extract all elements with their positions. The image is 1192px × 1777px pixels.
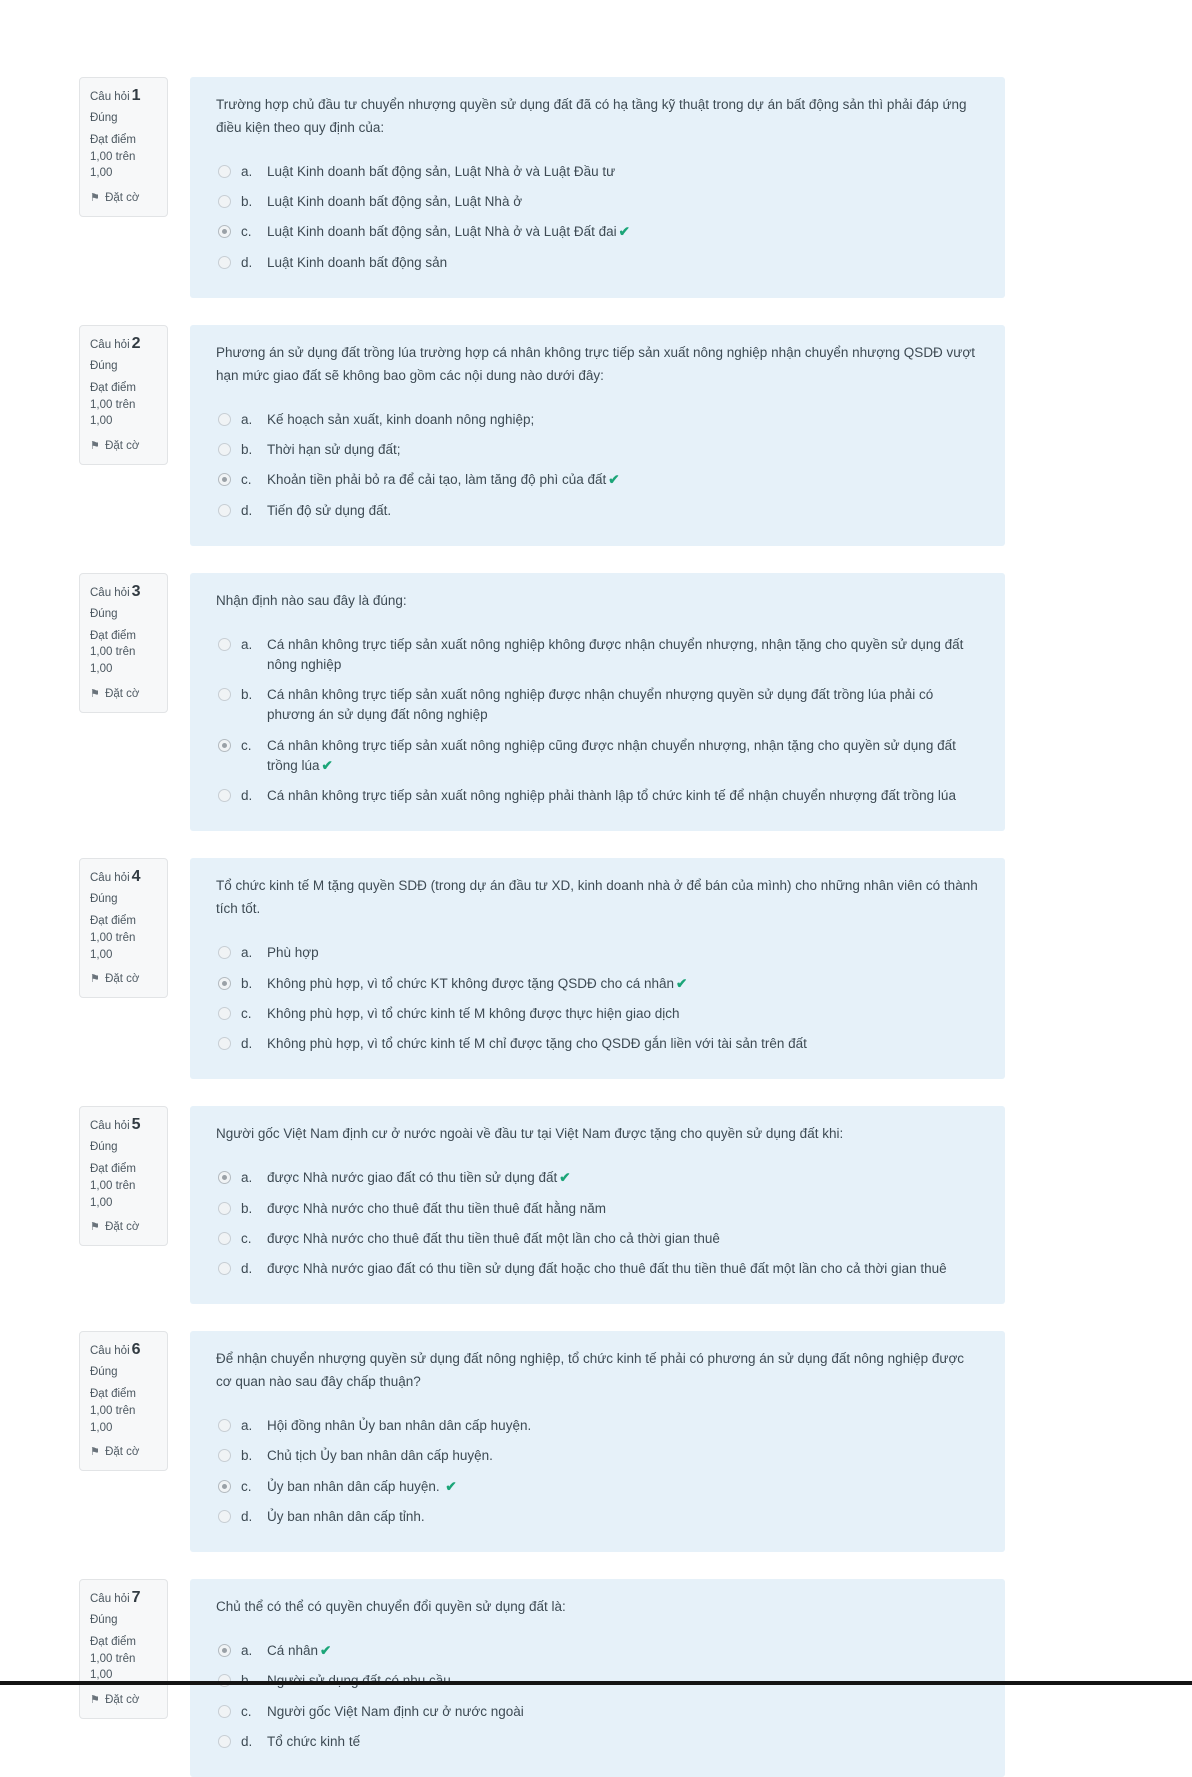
flag-icon: ⚑ [90,1446,100,1459]
answer-letter: c. [241,472,252,488]
radio-button[interactable] [218,1419,231,1432]
answer-text: Phù hợp [267,945,319,961]
answer-text: Tổ chức kinh tế [267,1733,361,1749]
answer-text-wrap [267,685,979,726]
answer-letter: a. [241,1170,253,1186]
answer-options [216,405,979,526]
question-info-box [79,325,168,465]
question-label: Câu hỏi [90,1345,130,1358]
question-number-row [90,1341,157,1359]
question-label: Câu hỏi [90,586,130,599]
question-info-box [79,1579,168,1719]
question-status: Đúng [90,1614,118,1627]
answer-option[interactable] [216,680,979,731]
answer-text: Cá nhân không trực tiếp sản xuất nông nghiệp cũng được nhận chuyển nhượng, nhận tặng cho quyền sử dụng đất trồng lúa [267,737,956,773]
question-number: 5 [131,1116,141,1134]
answer-text-wrap [267,1702,524,1722]
flag-icon: ⚑ [90,439,100,452]
radio-button[interactable] [218,688,231,701]
answer-text: Cá nhân không trực tiếp sản xuất nông nghiệp không được nhận chuyển nhượng, nhận tặng cho quyền sử dụng đất nông nghiệp [267,636,964,672]
question-text: Chủ thể có thể có quyền chuyển đổi quyền sử dụng đất là: [216,1599,566,1615]
answer-options [216,1636,979,1757]
question-info-box [79,573,168,713]
question-number-row [90,583,157,601]
flag-label: Đặt cờ [105,973,140,986]
answer-text-wrap [267,410,534,430]
answer-text: được Nhà nước cho thuê đất thu tiền thuê đất một lần cho cả thời gian thuê [267,1230,720,1246]
radio-button[interactable] [218,977,231,990]
answer-text: Người gốc Việt Nam định cư ở nước ngoài [267,1703,524,1719]
answer-letter: b. [241,1448,253,1464]
answer-text-wrap [267,943,319,963]
answer-option[interactable] [216,1224,979,1254]
answer-letter: c. [241,1703,252,1719]
answer-letter: d. [241,1508,253,1524]
flag-label: Đặt cờ [105,1221,140,1234]
answer-text-wrap [267,253,447,273]
answer-text: được Nhà nước giao đất có thu tiền sử dụng đất hoặc cho thuê đất thu tiền thuê đất một lần cho cả thời gian thuê [267,1261,947,1276]
answer-text: Luật Kinh doanh bất động sản, Luật Nhà ở [267,194,523,210]
question-info-box [79,858,168,998]
question-text: Nhận định nào sau đây là đúng: [216,592,407,608]
question-number: 2 [131,334,141,352]
bottom-edge-bar [0,1681,1192,1685]
answer-text-wrap [267,192,522,212]
answer-text-wrap [267,1004,680,1024]
answer-option[interactable] [216,1411,979,1441]
question-grade: Đạt điểm 1,00 trên 1,00 [90,1163,137,1209]
question-content-panel [190,858,1005,1079]
question-label: Câu hỏi [90,91,130,103]
answer-letter: b. [241,687,253,703]
answer-letter: c. [241,737,252,753]
answer-text: Chủ tịch Ủy ban nhân dân cấp huyện. [267,1448,493,1464]
flag-question-link[interactable] [90,1445,157,1458]
answer-options [216,938,979,1059]
answer-option[interactable] [216,1194,979,1224]
correct-check-icon: ✔ [676,975,688,991]
question-content-panel [190,573,1005,832]
radio-button[interactable] [218,739,231,752]
flag-question-link[interactable] [90,1220,157,1233]
flag-label: Đặt cờ [105,192,140,205]
question-block [79,858,1005,1079]
question-grade: Đạt điểm 1,00 trên 1,00 [90,1636,137,1682]
answer-text-wrap [267,1034,807,1054]
answer-option[interactable] [216,1441,979,1471]
radio-button[interactable] [218,413,231,426]
radio-button[interactable] [218,443,231,456]
answer-text-wrap [267,440,400,460]
answer-text-wrap [267,786,956,806]
question-number: 3 [131,582,141,600]
answer-text: Hội đồng nhân Ủy ban nhân dân cấp huyện. [267,1418,532,1434]
answer-letter: a. [241,411,253,427]
answer-text: Luật Kinh doanh bất động sản, Luật Nhà ở và Luật Đất đai [267,224,617,240]
answer-text: Không phù hợp, vì tổ chức KT không được tặng QSDĐ cho cá nhân [267,975,675,991]
radio-button[interactable] [218,1232,231,1245]
flag-icon: ⚑ [90,192,100,205]
question-info-box [79,77,168,217]
correct-check-icon: ✔ [321,757,333,773]
answer-options [216,157,979,278]
question-text: Để nhận chuyển nhượng quyền sử dụng đất nông nghiệp, tổ chức kinh tế phải có phương án sử dụng đất nông nghiệp được cơ quan nào sau đây chấp thuận? [216,1351,965,1390]
flag-question-link[interactable] [90,687,157,700]
answer-letter: a. [241,636,253,652]
answer-text: Luật Kinh doanh bất động sản, Luật Nhà ở và Luật Đầu tư [267,163,616,179]
question-number-row [90,868,157,886]
question-status: Đúng [90,112,118,124]
answer-option[interactable] [216,465,979,495]
radio-button[interactable] [218,473,231,486]
answer-option[interactable] [216,1502,979,1532]
answer-text-wrap [267,162,615,182]
flag-question-link[interactable] [90,191,157,204]
question-number-row [90,335,157,353]
flag-label: Đặt cờ [105,1694,140,1707]
answer-option[interactable] [216,217,979,247]
question-label: Câu hỏi [90,872,130,885]
answer-option[interactable] [216,999,979,1029]
answer-letter: d. [241,1733,253,1749]
answer-option[interactable] [216,969,979,999]
answer-text-wrap [267,736,979,777]
answer-letter: d. [241,1261,253,1276]
flag-icon: ⚑ [90,687,100,700]
answer-letter: a. [241,945,253,961]
correct-check-icon: ✔ [618,224,630,240]
answer-text: Ủy ban nhân dân cấp tỉnh. [267,1508,425,1524]
question-text: Trường hợp chủ đầu tư chuyển nhượng quyền sử dụng đất đã có hạ tầng kỹ thuật trong dự án bất động sản thì phải đáp ứng điều kiện theo quy định của: [216,97,967,135]
question-info-box [79,1106,168,1246]
radio-button[interactable] [218,1262,231,1275]
answer-text-wrap [267,635,979,676]
correct-check-icon: ✔ [445,1478,457,1494]
question-content-panel [190,1579,1005,1777]
answer-letter: c. [241,1230,252,1246]
answer-option[interactable] [216,405,979,435]
answer-option[interactable] [216,1697,979,1727]
radio-button[interactable] [218,1480,231,1493]
answer-letter: d. [241,502,253,518]
question-grade: Đạt điểm 1,00 trên 1,00 [90,629,137,676]
answer-option[interactable] [216,1163,979,1193]
answer-letter: c. [241,224,252,240]
flag-icon: ⚑ [90,1221,100,1234]
question-number-row [90,1589,157,1607]
answer-option[interactable] [216,435,979,465]
answer-option[interactable] [216,938,979,968]
flag-question-link[interactable] [90,439,157,452]
answer-letter: b. [241,1200,253,1216]
answer-text-wrap [267,1477,457,1497]
radio-button[interactable] [218,504,231,517]
answer-option[interactable] [216,1636,979,1666]
question-content-panel [190,325,1005,546]
answer-text-wrap [267,222,630,242]
question-status: Đúng [90,359,118,372]
question-grade: Đạt điểm 1,00 trên 1,00 [90,134,137,180]
radio-button[interactable] [218,789,231,802]
question-info-box [79,1331,168,1471]
radio-button[interactable] [218,256,231,269]
question-number: 7 [131,1589,141,1607]
question-block [79,77,1005,298]
answer-text: Khoản tiền phải bỏ ra để cải tạo, làm tăng độ phì của đất [267,472,607,488]
answer-letter: b. [241,194,253,210]
answer-text: được Nhà nước giao đất có thu tiền sử dụng đất [267,1170,558,1186]
flag-icon: ⚑ [90,973,100,986]
radio-button[interactable] [218,638,231,651]
answer-text: Kế hoạch sản xuất, kinh doanh nông nghiệp; [267,411,535,427]
question-grade: Đạt điểm 1,00 trên 1,00 [90,381,137,428]
flag-question-link[interactable] [90,1693,157,1706]
question-content-panel [190,1331,1005,1552]
radio-button[interactable] [218,1735,231,1748]
question-block [79,1579,1005,1777]
question-number: 4 [131,868,141,886]
flag-label: Đặt cờ [105,439,140,452]
answer-text-wrap [267,501,391,521]
question-content-panel [190,1106,1005,1304]
answer-option[interactable] [216,630,979,681]
answer-text: Thời hạn sử dụng đất; [267,442,401,457]
question-block [79,325,1005,546]
radio-button[interactable] [218,1644,231,1657]
question-block [79,1106,1005,1304]
answer-options [216,630,979,812]
question-status: Đúng [90,1141,118,1154]
answer-text: Cá nhân không trực tiếp sản xuất nông nghiệp phải thành lập tổ chức kinh tế để nhận chuyển nhượng đất trồng lúa [267,788,956,804]
answer-letter: d. [241,1036,253,1052]
answer-option[interactable] [216,496,979,526]
flag-question-link[interactable] [90,972,157,985]
answer-text-wrap [267,1507,425,1527]
answer-option[interactable] [216,1029,979,1059]
answer-text: Không phù hợp, vì tổ chức kinh tế M không được thực hiện giao dịch [267,1005,680,1021]
radio-button[interactable] [218,1510,231,1523]
flag-label: Đặt cờ [105,687,140,700]
answer-text-wrap [267,1259,947,1279]
answer-option[interactable] [216,781,979,811]
question-status: Đúng [90,1366,118,1379]
answer-text-wrap [267,1416,531,1436]
question-number-row [90,87,157,105]
answer-letter: b. [241,442,253,457]
answer-text: Tiến độ sử dụng đất. [267,502,392,518]
radio-button[interactable] [218,1202,231,1215]
answer-text: Cá nhân không trực tiếp sản xuất nông nghiệp được nhận chuyển nhượng quyền sử dụng đất trồng lúa phải có phương án sử dụng đất nông nghiệp [267,687,934,723]
answer-letter: b. [241,975,253,991]
flag-icon: ⚑ [90,1694,100,1707]
answer-option[interactable] [216,731,979,782]
question-text: Phương án sử dụng đất trồng lúa trường hợp cá nhân không trực tiếp sản xuất nông nghiệp nhận chuyển nhượng QSDĐ vượt hạn mức giao đất sẽ không bao gồm các nội dung nào dưới đây: [216,344,975,383]
answer-option[interactable] [216,187,979,217]
answer-text-wrap [267,1168,571,1188]
radio-button[interactable] [218,225,231,238]
radio-button[interactable] [218,1171,231,1184]
answer-text: Cá nhân [267,1643,319,1659]
question-text: Người gốc Việt Nam định cư ở nước ngoài về đầu tư tại Việt Nam được tặng cho quyền sử dụng đất khi: [216,1126,844,1142]
question-number-row [90,1116,157,1134]
radio-button[interactable] [218,1705,231,1718]
answer-options [216,1163,979,1284]
answer-text-wrap [267,470,620,490]
flag-label: Đặt cờ [105,1446,140,1459]
question-grade: Đạt điểm 1,00 trên 1,00 [90,1388,137,1434]
answer-letter: c. [241,1005,252,1021]
question-text: Tổ chức kinh tế M tặng quyền SDĐ (trong dự án đầu tư XD, kinh doanh nhà ở để bán của mình) cho những nhân viên có thành tích tốt. [216,878,978,917]
answer-letter: d. [241,788,253,804]
correct-check-icon: ✔ [608,472,620,488]
question-block [79,573,1005,832]
answer-text: Không phù hợp, vì tổ chức kinh tế M chỉ được tặng cho QSDĐ gắn liền với tài sản trên đất [267,1036,807,1052]
answer-option[interactable] [216,1727,979,1757]
question-status: Đúng [90,607,118,620]
question-status: Đúng [90,893,118,906]
answer-text: Ủy ban nhân dân cấp huyện. [267,1478,444,1494]
question-number: 6 [131,1341,141,1359]
answer-text: được Nhà nước cho thuê đất thu tiền thuê đất hằng năm [267,1200,606,1216]
answer-letter: a. [241,163,253,179]
correct-check-icon: ✔ [320,1643,332,1659]
answer-text: Luật Kinh doanh bất động sản [267,254,448,270]
answer-letter: a. [241,1418,253,1434]
radio-button[interactable] [218,195,231,208]
answer-text-wrap [267,974,687,994]
radio-button[interactable] [218,1007,231,1020]
question-label: Câu hỏi [90,1120,130,1133]
answer-letter: c. [241,1478,252,1494]
answer-text-wrap [267,1229,720,1249]
answer-option[interactable] [216,1254,979,1284]
answer-option[interactable] [216,1472,979,1502]
radio-button[interactable] [218,1449,231,1462]
question-number: 1 [131,87,141,104]
answer-text-wrap [267,1641,331,1661]
answer-letter: a. [241,1643,253,1659]
correct-check-icon: ✔ [559,1170,571,1186]
answer-option[interactable] [216,157,979,187]
radio-button[interactable] [218,1037,231,1050]
answer-text-wrap [267,1446,493,1466]
radio-button[interactable] [218,165,231,178]
answer-text-wrap [267,1732,360,1752]
question-block [79,1331,1005,1552]
question-content-panel [190,77,1005,298]
question-grade: Đạt điểm 1,00 trên 1,00 [90,915,137,961]
question-label: Câu hỏi [90,338,130,351]
answer-text-wrap [267,1199,606,1219]
answer-option[interactable] [216,248,979,278]
answer-letter: d. [241,254,253,270]
answer-options [216,1411,979,1532]
radio-button[interactable] [218,946,231,959]
question-label: Câu hỏi [90,1593,130,1606]
